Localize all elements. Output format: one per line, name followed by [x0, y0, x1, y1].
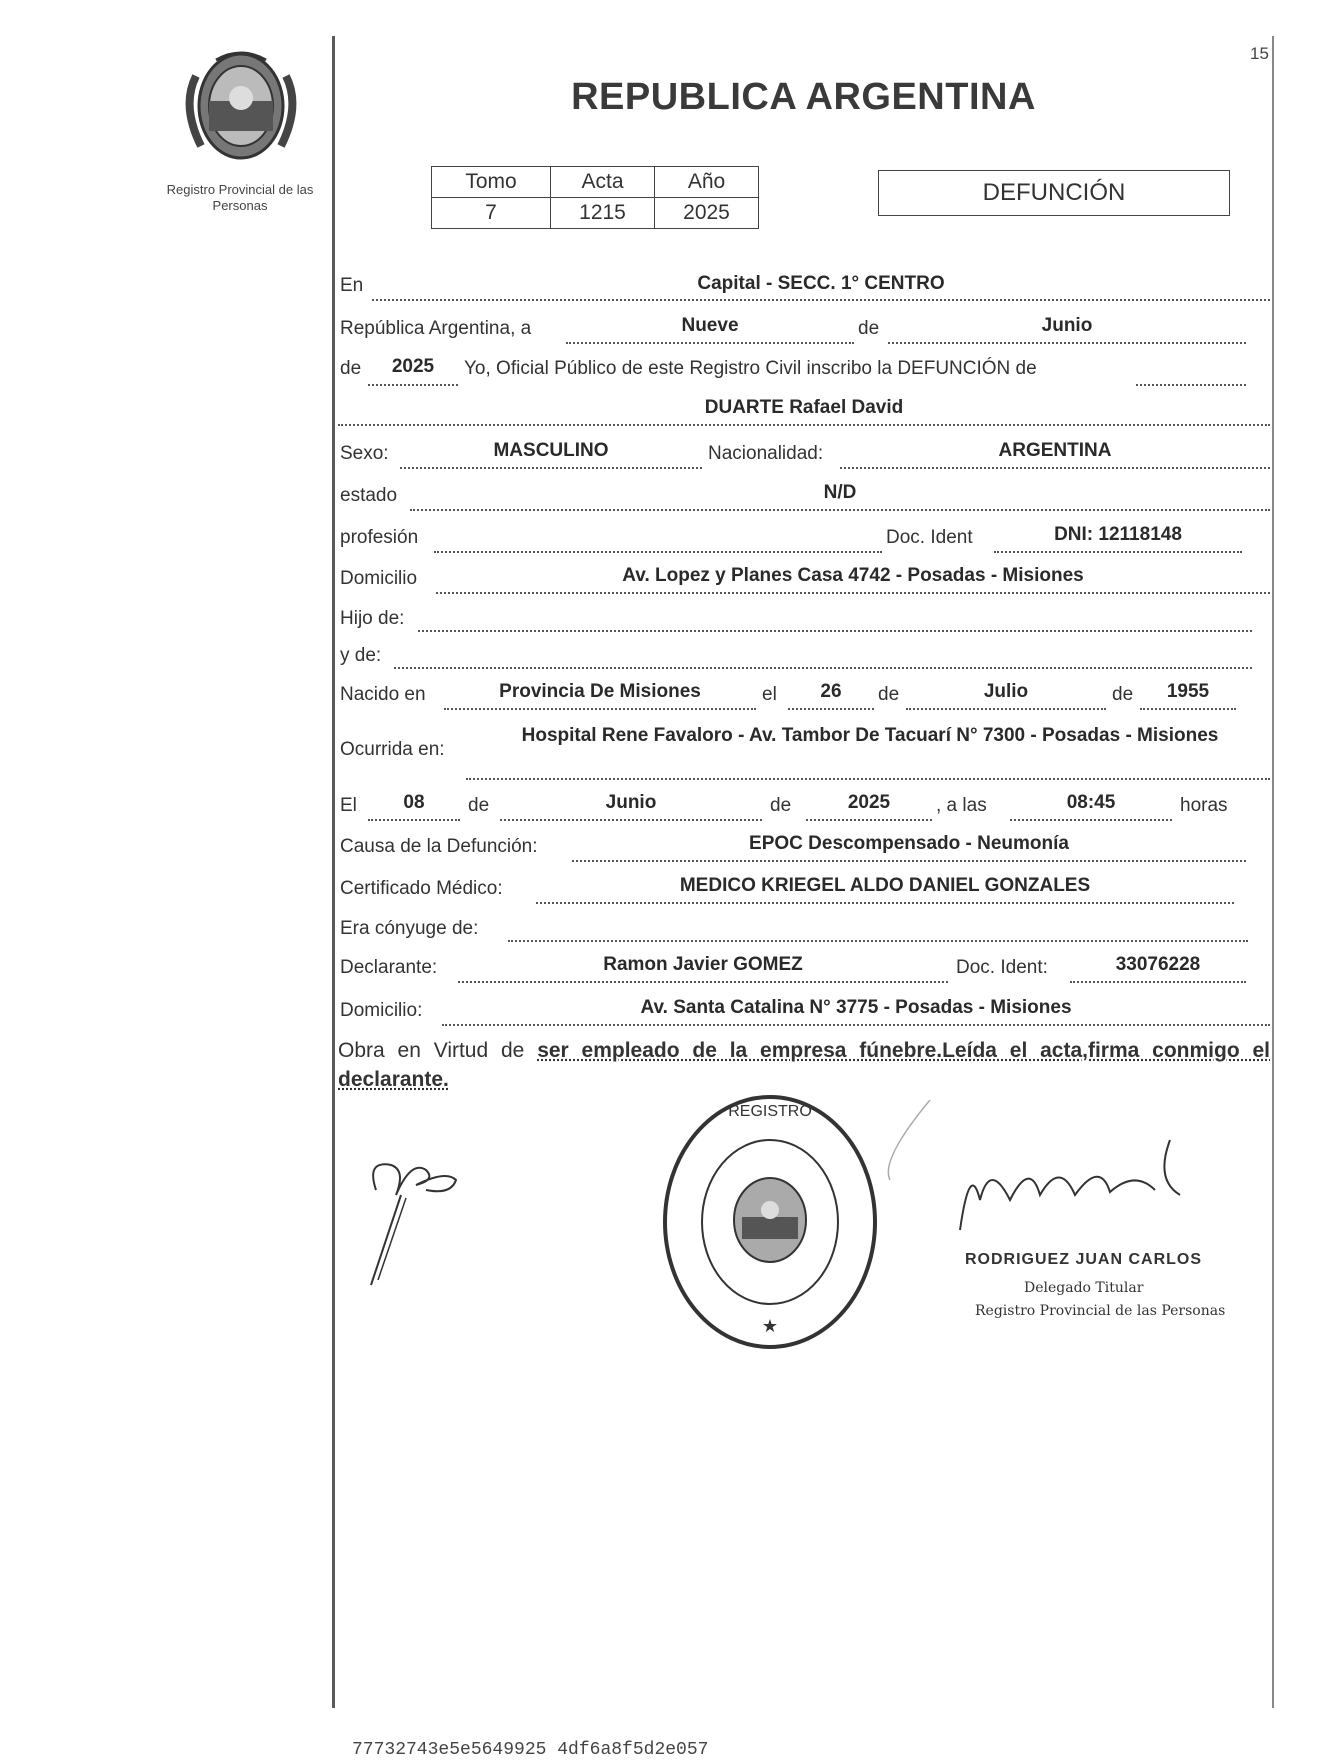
label-doc-ident: Doc. Ident:: [956, 957, 1048, 978]
official-role: Delegado Titular: [1024, 1280, 1144, 1296]
document-title: REPUBLICA ARGENTINA: [571, 76, 1036, 118]
label-estado: estado: [340, 485, 398, 506]
dotted-line: [458, 981, 948, 983]
dotted-line: [906, 708, 1106, 710]
value-declarant-doc: 33076228: [1115, 954, 1201, 975]
value-birth-day: 26: [820, 681, 842, 702]
value-domicilio: Av. Lopez y Planes Casa 4742 - Posadas - Misiones: [622, 565, 1084, 586]
label-de: de: [468, 795, 490, 816]
label-hijo-de: Hijo de:: [340, 608, 405, 629]
dotted-line: [566, 342, 854, 344]
value-nacionalidad: ARGENTINA: [998, 440, 1112, 461]
dotted-line: [888, 342, 1246, 344]
obra-paragraph: [338, 1036, 1270, 1094]
label-domicilio: Domicilio:: [340, 1000, 423, 1021]
label-de: de: [1112, 684, 1134, 705]
label-el: El: [340, 795, 357, 816]
dotted-line: [436, 592, 1270, 594]
dotted-line: [1136, 384, 1246, 386]
label-de: de: [858, 318, 880, 339]
label-a-las: , a las: [936, 795, 987, 816]
label-obra: Obra en Virtud de: [338, 1039, 525, 1062]
value-place: Capital - SECC. 1° CENTRO: [697, 273, 945, 294]
page-number: 15: [1250, 44, 1269, 63]
record-type-box: DEFUNCIÓN: [878, 170, 1230, 216]
dotted-line: [994, 551, 1242, 553]
value-obra: ser empleado de la empresa fúnebre.Leída el acta,firma conmigo el declarante.: [338, 1039, 1270, 1091]
right-margin-line: [1272, 36, 1274, 1708]
label-nacionalidad: Nacionalidad:: [708, 443, 824, 464]
value-death-month: Junio: [605, 792, 657, 813]
dotted-line: [372, 299, 1270, 301]
value-death-time: 08:45: [1066, 792, 1116, 813]
left-margin-line: [332, 36, 335, 1708]
label-conyuge: Era cónyuge de:: [340, 918, 479, 939]
acta-label: Acta: [551, 167, 655, 198]
official-signature: [860, 1100, 1230, 1260]
dotted-line: [444, 708, 756, 710]
label-horas: horas: [1180, 795, 1228, 816]
document-hash: 77732743e5e5649925 4df6a8f5d2e057: [352, 1740, 709, 1760]
label-ocurrida-en: Ocurrida en:: [340, 739, 445, 760]
anio-label: Año: [655, 167, 759, 198]
dotted-line: [368, 819, 460, 821]
value-birth-year: 1955: [1166, 681, 1210, 702]
value-year: 2025: [391, 356, 435, 377]
svg-text:REGISTRO: REGISTRO: [728, 1103, 812, 1120]
value-declarant: Ramon Javier GOMEZ: [603, 954, 803, 975]
tomo-label: Tomo: [432, 167, 551, 198]
value-estado: N/D: [823, 482, 857, 503]
dotted-line: [368, 384, 458, 386]
dotted-line: [536, 902, 1234, 904]
record-table: [431, 166, 759, 229]
dotted-line: [1140, 708, 1236, 710]
value-death-day: 08: [403, 792, 425, 813]
value-death-place: Hospital Rene Favaloro - Av. Tambor De Tacuarí N° 7300 - Posadas - Misiones: [521, 725, 1219, 746]
label-yo: Yo, Oficial Público de este Registro Civil inscribo la DEFUNCIÓN de: [464, 358, 1037, 379]
value-birth-month: Julio: [983, 681, 1029, 702]
dotted-line: [1070, 981, 1246, 983]
label-republica: República Argentina, a: [340, 318, 532, 339]
label-nacido-en: Nacido en: [340, 684, 426, 705]
declarant-signature: [356, 1140, 476, 1290]
value-death-year: 2025: [847, 792, 891, 813]
label-causa: Causa de la Defunción:: [340, 836, 538, 857]
label-domicilio: Domicilio: [340, 568, 418, 589]
misiones-emblem-logo: [176, 46, 306, 166]
dotted-line: [338, 424, 1270, 426]
dotted-line: [572, 860, 1246, 862]
label-declarante: Declarante:: [340, 957, 438, 978]
label-certificado: Certificado Médico:: [340, 878, 503, 899]
value-certificate: MEDICO KRIEGEL ALDO DANIEL GONZALES: [679, 875, 1091, 896]
official-name: RODRIGUEZ JUAN CARLOS: [965, 1251, 1203, 1268]
value-doc: DNI: 12118148: [1054, 524, 1182, 545]
svg-text:★: ★: [761, 1316, 779, 1336]
label-doc-ident: Doc. Ident: [886, 527, 973, 548]
value-birth-place: Provincia De Misiones: [499, 681, 701, 702]
dotted-line: [840, 467, 1270, 469]
anio-value: 2025: [655, 198, 759, 229]
dotted-line: [1010, 819, 1172, 821]
label-el: el: [762, 684, 777, 705]
dotted-line: [442, 1024, 1270, 1026]
dotted-line: [418, 630, 1252, 632]
official-seal: [660, 1092, 880, 1352]
dotted-line: [466, 778, 1270, 780]
acta-value: 1215: [551, 198, 655, 229]
value-day-word: Nueve: [681, 315, 739, 336]
label-de: de: [878, 684, 900, 705]
label-en: En: [340, 275, 364, 296]
value-month: Junio: [1041, 315, 1093, 336]
value-cause: EPOC Descompensado - Neumonía: [749, 833, 1069, 854]
dotted-line: [508, 940, 1248, 942]
value-deceased: DUARTE Rafael David: [704, 397, 904, 418]
label-profesion: profesión: [340, 527, 419, 548]
label-y-de: y de:: [340, 645, 382, 666]
label-de: de: [770, 795, 792, 816]
dotted-line: [500, 819, 762, 821]
dotted-line: [788, 708, 874, 710]
dotted-line: [394, 667, 1252, 669]
dotted-line: [400, 467, 702, 469]
official-organization: Registro Provincial de las Personas: [975, 1303, 1226, 1319]
dotted-line: [434, 551, 882, 553]
value-declarant-address: Av. Santa Catalina N° 3775 - Posadas - Misiones: [640, 997, 1072, 1018]
label-sexo: Sexo:: [340, 443, 389, 464]
label-de: de: [340, 358, 362, 379]
dotted-line: [806, 819, 932, 821]
tomo-value: 7: [432, 198, 551, 229]
dotted-line: [410, 509, 1270, 511]
registry-caption: Registro Provincial de las Personas: [166, 182, 314, 213]
value-sexo: MASCULINO: [493, 440, 609, 461]
